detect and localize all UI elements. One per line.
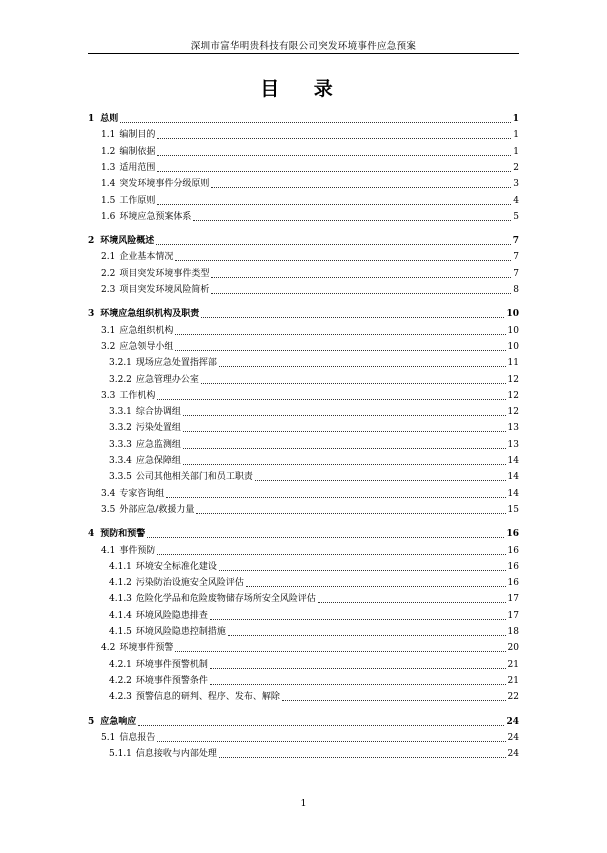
- toc-leader-dots: [282, 700, 506, 701]
- toc-entry-title: 环境风险概述: [100, 236, 155, 247]
- toc-entry-page: 12: [507, 407, 519, 418]
- toc-leader-dots: [228, 635, 506, 636]
- toc-entry-page: 12: [507, 390, 519, 401]
- toc-entry[interactable]: [101, 283, 519, 297]
- toc-entry-number: 4.1: [101, 545, 116, 556]
- toc-entry[interactable]: [109, 438, 519, 452]
- toc-entry-title: 污染处置组: [135, 423, 181, 434]
- toc-entry[interactable]: [101, 324, 519, 338]
- toc-entry-number: 4.2: [101, 643, 116, 654]
- toc-entry-page: 13: [507, 423, 519, 434]
- toc-leader-dots: [318, 602, 506, 603]
- toc-entry-title: 应急保障组: [135, 456, 181, 466]
- toc-entry-page: 12: [507, 374, 519, 385]
- toc-entry-page: 16: [507, 561, 519, 572]
- toc-leader-dots: [120, 122, 510, 123]
- toc-leader-dots: [219, 570, 506, 571]
- toc-entry-page: 16: [507, 545, 519, 556]
- toc-entry-page: 17: [507, 594, 519, 605]
- toc-leader-dots: [210, 684, 506, 685]
- toc-entry[interactable]: [88, 112, 519, 126]
- toc-entry-title: 项目突发环境事件类型: [119, 268, 210, 279]
- toc-entry-number: 3.3.1: [109, 407, 132, 418]
- toc-entry[interactable]: [101, 544, 519, 558]
- toc-leader-dots: [210, 619, 506, 620]
- toc-entry-number: 1.1: [101, 130, 116, 141]
- toc-entry-number: 4.2.2: [109, 675, 132, 686]
- toc-entry-title: 环境事件预警条件: [135, 675, 208, 686]
- toc-entry-number: 3.3.5: [109, 472, 132, 483]
- toc-entry[interactable]: [101, 194, 519, 208]
- toc-leader-dots: [157, 204, 511, 205]
- toc-entry-page: 4: [513, 195, 519, 206]
- toc-entry[interactable]: [101, 641, 519, 655]
- toc-entry[interactable]: [109, 421, 519, 435]
- toc-entry[interactable]: [109, 560, 519, 574]
- toc-entry-number: 3.2: [101, 341, 116, 352]
- toc-entry-number: 3.5: [101, 504, 116, 515]
- toc-entry-title: 应急管理办公室: [135, 374, 199, 385]
- toc-entry-page: 24: [507, 749, 519, 760]
- toc-leader-dots: [183, 431, 506, 432]
- toc-entry-number: 3.3: [101, 390, 116, 401]
- toc-entry-number: 4.1.2: [109, 578, 132, 589]
- toc-entry-title: 事件预防: [119, 545, 156, 556]
- toc-entry-title: 应急领导小组: [119, 341, 174, 352]
- toc-leader-dots: [210, 668, 506, 669]
- toc-entry-page: 5: [513, 211, 519, 222]
- toc-entry[interactable]: [101, 145, 519, 159]
- toc-entry-page: 17: [507, 610, 519, 621]
- toc-leader-dots: [211, 187, 511, 188]
- toc-entry[interactable]: [109, 747, 519, 761]
- toc-entry-page: 18: [507, 627, 519, 637]
- toc-entry-number: 1.2: [101, 146, 116, 157]
- page-number: 1: [300, 798, 307, 809]
- toc-entry-title: 编制依据: [119, 146, 156, 157]
- toc-entry-page: 22: [507, 692, 519, 703]
- toc-entry-number: 3.1: [101, 325, 116, 336]
- toc-entry-title: 总则: [100, 114, 119, 124]
- toc-entry-title: 环境事件预警: [119, 643, 174, 654]
- toc-entry-number: 4.1.4: [109, 610, 132, 621]
- toc-leader-dots: [157, 399, 505, 400]
- toc-entry-title: 环境应急预案体系: [119, 211, 192, 222]
- toc-entry-title: 环境应急组织机构及职责: [100, 309, 200, 320]
- toc-entry-title: 编制目的: [119, 130, 156, 141]
- toc-entry-number: 2.1: [101, 252, 116, 263]
- toc-entry[interactable]: [109, 356, 519, 370]
- toc-entry-title: 综合协调组: [135, 407, 181, 418]
- toc-entry[interactable]: [109, 674, 519, 688]
- toc-entry-page: 11: [507, 358, 519, 369]
- toc-entry-page: 7: [512, 236, 519, 247]
- toc-entry-title: 危险化学品和危险废物储存场所安全风险评估: [135, 594, 316, 605]
- toc-entry[interactable]: [101, 340, 519, 354]
- toc-entry[interactable]: [101, 389, 519, 403]
- toc-entry-title: 环境风险隐患控制措施: [135, 627, 226, 637]
- toc-entry-title: 工作原则: [119, 195, 156, 206]
- toc-entry-page: 16: [507, 578, 519, 589]
- toc-entry-title: 信息接收与内部处理: [135, 749, 217, 760]
- toc-entry[interactable]: [109, 690, 519, 704]
- toc-entry-number: 3: [88, 309, 95, 320]
- toc-title: 目 录: [260, 78, 347, 100]
- toc-entry[interactable]: [101, 210, 519, 224]
- toc-entry-number: 3.2.1: [109, 358, 132, 369]
- toc-entry[interactable]: [101, 267, 519, 281]
- toc-entry-title: 现场应急处置指挥部: [135, 358, 217, 369]
- toc-leader-dots: [219, 366, 506, 367]
- toc-leader-dots: [201, 317, 504, 318]
- toc-entry[interactable]: [101, 503, 519, 517]
- toc-entry-page: 13: [507, 439, 519, 450]
- toc-entry-number: 2.2: [101, 268, 116, 279]
- toc-entry[interactable]: [109, 454, 519, 468]
- toc-leader-dots: [219, 757, 506, 758]
- toc-entry[interactable]: [101, 161, 519, 175]
- toc-entry-title: 应急监测组: [135, 439, 181, 450]
- toc-entry-page: 14: [507, 472, 519, 483]
- toc-entry-number: 4.1.5: [109, 627, 132, 637]
- toc-entry-title: 预防和预警: [100, 529, 146, 540]
- toc-leader-dots: [196, 513, 505, 514]
- toc-entry-title: 适用范围: [119, 162, 156, 173]
- toc-entry[interactable]: [109, 658, 519, 672]
- toc-entry-number: 4.2.1: [109, 659, 132, 670]
- toc-entry-title: 外部应急/救援力量: [119, 504, 195, 515]
- toc-leader-dots: [246, 586, 506, 587]
- toc-entry-number: 5.1: [101, 732, 116, 743]
- toc-entry-page: 24: [507, 732, 519, 743]
- toc-leader-dots: [175, 334, 505, 335]
- toc-entry-number: 1.6: [101, 211, 116, 222]
- toc-entry-number: 1.4: [101, 179, 116, 190]
- toc-entry-page: 15: [507, 504, 519, 515]
- toc-entry-title: 应急组织机构: [119, 325, 174, 336]
- toc-leader-dots: [175, 260, 511, 261]
- toc-entry-page: 1: [512, 114, 519, 124]
- toc-leader-dots: [183, 415, 506, 416]
- toc-entry-title: 应急响应: [100, 716, 137, 727]
- toc-entry-title: 企业基本情况: [119, 252, 174, 263]
- toc-leader-dots: [183, 448, 506, 449]
- toc-entry[interactable]: [109, 609, 519, 623]
- toc-leader-dots: [201, 383, 506, 384]
- toc-entry-page: 10: [507, 325, 519, 336]
- toc-entry[interactable]: [88, 234, 519, 248]
- toc-entry-page: 10: [506, 309, 519, 320]
- toc-leader-dots: [157, 741, 505, 742]
- toc-entry[interactable]: [109, 592, 519, 606]
- header-rule: [88, 53, 519, 54]
- toc-entry[interactable]: [88, 715, 519, 729]
- toc-leader-dots: [175, 651, 505, 652]
- toc-entry[interactable]: [88, 527, 519, 541]
- toc-entry[interactable]: [101, 487, 519, 501]
- toc-entry-title: 环境安全标准化建设: [135, 561, 217, 572]
- toc-entry-number: 1.5: [101, 195, 116, 206]
- toc-entry-page: 7: [513, 268, 519, 279]
- toc-entry-title: 环境风险隐患排查: [135, 610, 208, 621]
- toc-entry-number: 4: [88, 529, 95, 540]
- toc-entry-title: 污染防治设施安全风险评估: [135, 578, 244, 589]
- toc-entry-title: 专家咨询组: [119, 488, 165, 499]
- toc-entry[interactable]: [109, 405, 519, 419]
- toc-entry-number: 5.1.1: [109, 749, 132, 760]
- toc-entry[interactable]: [101, 128, 519, 142]
- toc-entry-title: 公司其他相关部门和员工职责: [135, 472, 253, 483]
- toc-entry-page: 10: [507, 341, 519, 352]
- toc-entry-page: 8: [513, 285, 519, 295]
- toc-entry[interactable]: [109, 470, 519, 484]
- toc-entry-number: 4.1.3: [109, 594, 132, 605]
- toc-entry-page: 2: [513, 162, 519, 173]
- toc-entry-page: 20: [507, 643, 519, 654]
- toc-leader-dots: [157, 554, 505, 555]
- toc-entry[interactable]: [101, 177, 519, 191]
- toc-entry[interactable]: [101, 731, 519, 745]
- toc-leader-dots: [211, 277, 511, 278]
- toc-entry-number: 5: [88, 716, 95, 727]
- toc-leader-dots: [156, 244, 510, 245]
- toc-entry[interactable]: [88, 307, 519, 321]
- toc-leader-dots: [255, 480, 506, 481]
- toc-entry[interactable]: [109, 576, 519, 590]
- toc-entry-number: 3.3.3: [109, 439, 132, 450]
- toc-entry-number: 3.2.2: [109, 374, 132, 385]
- toc-leader-dots: [193, 220, 511, 221]
- toc-entry-number: 3.3.2: [109, 423, 132, 434]
- toc-entry-page: 1: [513, 146, 519, 157]
- toc-entry-number: 1: [88, 114, 95, 124]
- toc-entry-page: 14: [507, 488, 519, 499]
- toc-entry-page: 3: [513, 179, 519, 190]
- toc-entry[interactable]: [109, 373, 519, 387]
- toc-entry-page: 16: [506, 529, 519, 540]
- toc-entry-number: 3.3.4: [109, 456, 132, 466]
- toc-entry-number: 3.4: [101, 488, 116, 499]
- toc-leader-dots: [157, 138, 511, 139]
- toc-entry-title: 信息报告: [119, 732, 156, 743]
- toc-leader-dots: [147, 537, 504, 538]
- toc-entry-number: 2: [88, 236, 95, 247]
- toc-entry-title: 项目突发环境风险简析: [119, 285, 210, 295]
- toc-entry-number: 1.3: [101, 162, 116, 173]
- toc-entry-title: 工作机构: [119, 390, 156, 401]
- toc-entry-page: 7: [513, 252, 519, 263]
- toc-entry-page: 21: [507, 659, 519, 670]
- toc-entry-number: 4.1.1: [109, 561, 132, 572]
- toc-entry-page: 21: [507, 675, 519, 686]
- toc-entry-title: 突发环境事件分级原则: [119, 179, 210, 190]
- toc-entry[interactable]: [101, 250, 519, 264]
- toc-leader-dots: [157, 171, 511, 172]
- toc-leader-dots: [183, 464, 506, 465]
- toc-leader-dots: [166, 497, 505, 498]
- toc-entry-page: 24: [506, 716, 519, 727]
- toc-entry-number: 2.3: [101, 285, 116, 295]
- toc-entry-page: 14: [507, 456, 519, 466]
- toc-leader-dots: [175, 350, 505, 351]
- toc-leader-dots: [157, 155, 511, 156]
- running-header: 深圳市富华明贵科技有限公司突发环境事件应急预案: [190, 41, 417, 52]
- toc-entry-title: 环境事件预警机制: [135, 659, 208, 670]
- toc-entry[interactable]: [109, 625, 519, 639]
- toc-leader-dots: [211, 293, 511, 294]
- toc-leader-dots: [138, 725, 504, 726]
- toc-entry-page: 1: [513, 130, 519, 141]
- toc-entry-title: 预警信息的研判、程序、发布、解除: [135, 692, 280, 703]
- toc-entry-number: 4.2.3: [109, 692, 132, 703]
